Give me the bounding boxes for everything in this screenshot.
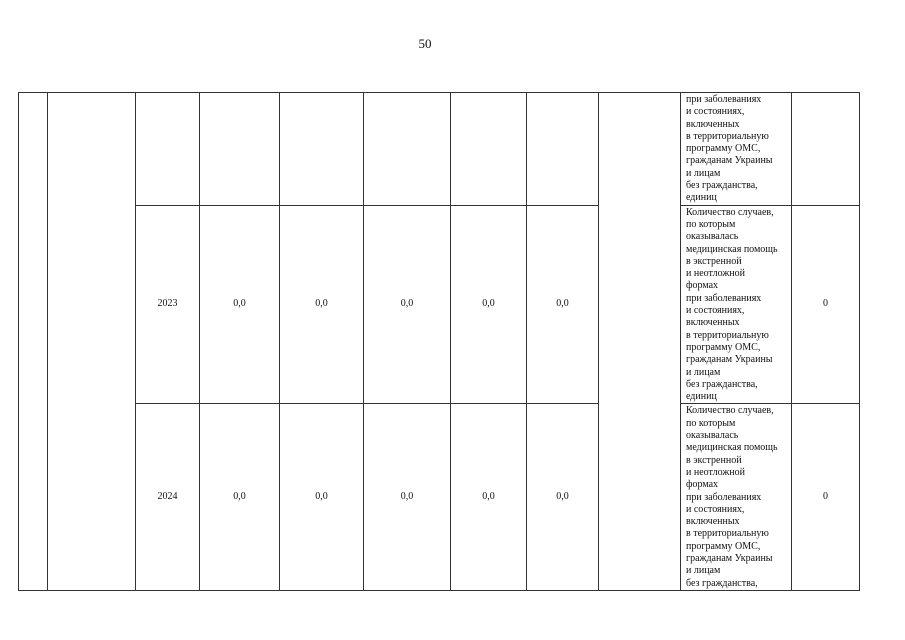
cell-result bbox=[792, 93, 860, 206]
cell-value: 0,0 bbox=[527, 205, 599, 404]
cell-value: 0,0 bbox=[451, 205, 527, 404]
indicator-table bbox=[18, 92, 860, 591]
cell-value: 0,0 bbox=[200, 404, 280, 590]
cell-value bbox=[527, 93, 599, 206]
cell-indicator-description: Количество случаев, по которым оказывалась медицинская помощь в экстренной и неотложной формах при заболеваниях и состояниях, включенных в территориальную программу ОМС, гражданам Украины и лицам без гражданства, bbox=[681, 404, 792, 590]
cell-number bbox=[19, 93, 48, 591]
cell-indicator-description: при заболеваниях и состояниях, включенных в территориальную программу ОМС, гражданам Украины и лицам без гражданства, единиц bbox=[681, 93, 792, 206]
cell-name bbox=[48, 93, 136, 591]
cell-value: 0,0 bbox=[451, 404, 527, 590]
page-number: 50 bbox=[418, 36, 432, 51]
cell-value: 0,0 bbox=[364, 404, 451, 590]
cell-year bbox=[136, 93, 200, 206]
cell-year: 2024 bbox=[136, 404, 200, 590]
cell-year: 2023 bbox=[136, 205, 200, 404]
cell-result: 0 bbox=[792, 205, 860, 404]
cell-value bbox=[364, 93, 451, 206]
cell-value bbox=[200, 93, 280, 206]
cell-value: 0,0 bbox=[200, 205, 280, 404]
cell-value: 0,0 bbox=[280, 205, 364, 404]
cell-value bbox=[451, 93, 527, 206]
cell-value: 0,0 bbox=[527, 404, 599, 590]
cell-value: 0,0 bbox=[364, 205, 451, 404]
cell-responsible bbox=[599, 93, 681, 591]
table-row bbox=[19, 404, 860, 590]
table-row bbox=[19, 93, 860, 206]
cell-value: 0,0 bbox=[280, 404, 364, 590]
table-row bbox=[19, 205, 860, 404]
cell-result: 0 bbox=[792, 404, 860, 590]
cell-indicator-description: Количество случаев, по которым оказывалась медицинская помощь в экстренной и неотложной формах при заболеваниях и состояниях, включенных в территориальную программу ОМС, гражданам Украины и лицам без гражданства, единиц bbox=[681, 205, 792, 404]
cell-value bbox=[280, 93, 364, 206]
